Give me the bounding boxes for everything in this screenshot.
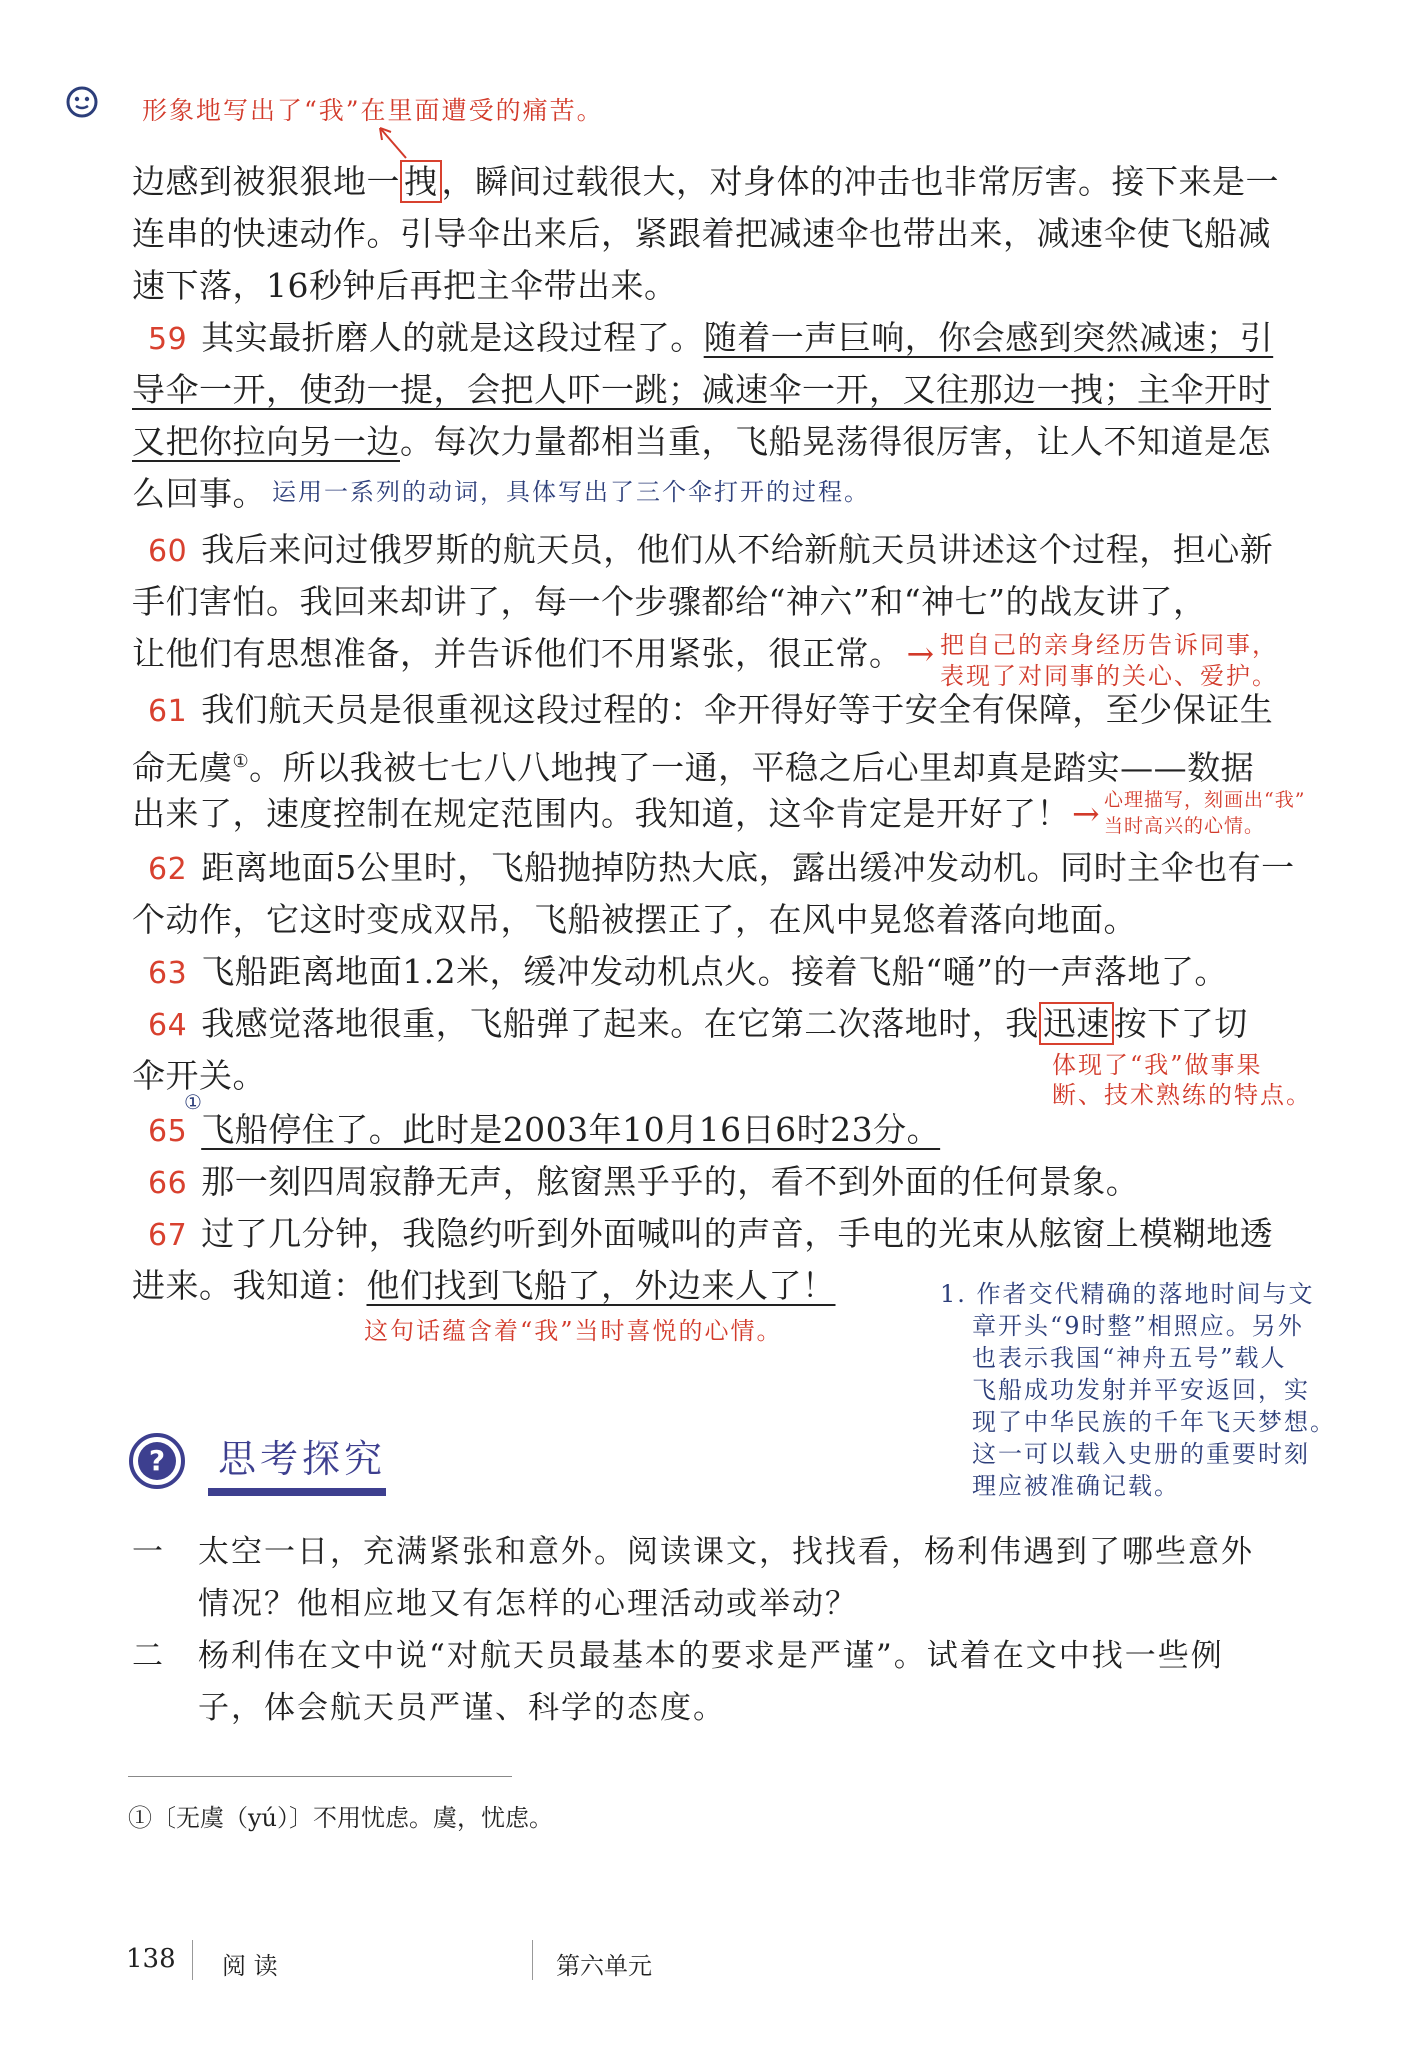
- svg-text:?: ?: [148, 1444, 166, 1477]
- paragraph-66: [148, 1162, 1139, 1204]
- paragraph-67: [148, 1214, 1273, 1256]
- underlined-text: 他们找到飞船了，外边来人了！: [366, 1266, 836, 1305]
- paragraph-62: [148, 848, 1295, 890]
- footer-unit: 第六单元: [556, 1952, 652, 1980]
- text: 距离地面5公里时，飞船抛掉防热大底，露出缓冲发动机。同时主伞也有一: [201, 848, 1295, 887]
- paragraph-number: 65: [148, 1114, 188, 1149]
- boxed-word: 拽: [400, 160, 442, 203]
- text-line: [132, 1266, 836, 1306]
- paragraph-number: 60: [148, 534, 188, 569]
- text: ，瞬间过载很大，对身体的冲击也非常厉害。接下来是一: [441, 162, 1279, 201]
- footnote-divider: [128, 1776, 512, 1777]
- question-circle-icon: [128, 1432, 186, 1490]
- text-line: [132, 742, 1254, 788]
- underlined-text: 又把你拉向另一边: [132, 422, 400, 461]
- side-note-line: 1. 作者交代精确的落地时间与文: [940, 1280, 1315, 1308]
- paragraph-number: 62: [148, 852, 188, 887]
- arrow-right-icon: →: [1072, 794, 1101, 833]
- text-line: 么回事。: [132, 474, 266, 513]
- text-line: 子，体会航天员严谨、科学的态度。: [198, 1690, 726, 1726]
- section-title-bar: [208, 1488, 386, 1496]
- footer-divider: [192, 1940, 193, 1980]
- text: 其实最折磨人的就是这段过程了。: [201, 318, 704, 357]
- text-line: 情况？他相应地又有怎样的心理活动或举动？: [198, 1586, 858, 1622]
- underlined-text: 飞船停住了。此时是2003年10月16日6时23分。: [201, 1110, 941, 1149]
- paragraph-64: [148, 1004, 1248, 1046]
- side-note-line: 这一可以载入史册的重要时刻: [972, 1440, 1310, 1468]
- annotation-top: 形象地写出了“我”在里面遭受的痛苦。: [142, 96, 604, 125]
- text: 我后来问过俄罗斯的航天员，他们从不给新航天员讲述这个过程，担心新: [201, 530, 1274, 569]
- text-line: [132, 422, 1271, 462]
- text-line: 伞开关。: [132, 1056, 266, 1095]
- paragraph-number: 63: [148, 956, 188, 991]
- paragraph-number: 61: [148, 694, 188, 729]
- arrow-right-icon: →: [906, 634, 935, 673]
- paragraph-65: [148, 1110, 940, 1152]
- text: 边感到被狠狠地一: [132, 162, 400, 201]
- annotation-59: 运用一系列的动词，具体写出了三个伞打开的过程。: [272, 478, 870, 506]
- smiley-icon: [66, 86, 98, 118]
- annotation-64-line2: 断、技术熟练的特点。: [1052, 1081, 1312, 1109]
- footnote-marker: ①: [232, 751, 250, 772]
- question-2: [132, 1630, 1224, 1682]
- annotation-marker-1: ①: [184, 1090, 202, 1114]
- text-line: [132, 794, 1100, 834]
- paragraph-59: [148, 318, 1273, 360]
- text: 杨利伟在文中说“对航天员最基本的要求是严谨”。试着在文中找一些例: [198, 1638, 1224, 1674]
- paragraph-61: [148, 690, 1273, 732]
- annotation-61-line2: 当时高兴的心情。: [1104, 815, 1265, 837]
- text-line: [132, 370, 1271, 410]
- text: 出来了，速度控制在规定范围内。我知道，这伞肯定是开好了！: [132, 794, 1070, 833]
- annotation-64-line1: 体现了“我”做事果: [1052, 1051, 1263, 1079]
- text: 命无虞: [132, 748, 233, 787]
- annotation-60-line2: 表现了对同事的关心、爱护。: [940, 662, 1278, 690]
- paragraph-number: 66: [148, 1166, 188, 1201]
- paragraph-number: 67: [148, 1218, 188, 1253]
- side-note-line: 理应被准确记载。: [972, 1472, 1180, 1500]
- annotation-67: 这句话蕴含着“我”当时喜悦的心情。: [364, 1317, 783, 1345]
- question-number: 二: [132, 1638, 165, 1674]
- text: 我感觉落地很重，飞船弹了起来。在它第二次落地时，我: [201, 1004, 1039, 1043]
- question-1: [132, 1526, 1254, 1578]
- text: 过了几分钟，我隐约听到外面喊叫的声音，手电的光束从舷窗上模糊地透: [201, 1214, 1274, 1253]
- paragraph-63: [148, 952, 1228, 994]
- text: 我们航天员是很重视这段过程的：伞开得好等于安全有保障，至少保证生: [201, 690, 1274, 729]
- text: 那一刻四周寂静无声，舷窗黑乎乎的，看不到外面的任何景象。: [201, 1162, 1140, 1201]
- paragraph-number: 64: [148, 1008, 188, 1043]
- side-note: [940, 1278, 1336, 1502]
- text: 让他们有思想准备，并告诉他们不用紧张，很正常。: [132, 634, 903, 673]
- text-line: 连串的快速动作。引导伞出来后，紧跟着把减速伞也带出来，减速伞使飞船减: [132, 214, 1271, 253]
- text: 进来。我知道：: [132, 1266, 367, 1305]
- footer-section: 阅 读: [222, 1952, 278, 1980]
- text: 。每次力量都相当重，飞船晃荡得很厉害，让人不知道是怎: [400, 422, 1271, 461]
- section-title: 思考探究: [218, 1437, 387, 1481]
- text: 。所以我被七七八八地拽了一通，平稳之后心里却真是踏实——数据: [249, 748, 1255, 787]
- footer-divider: [532, 1940, 533, 1980]
- annotation-60-line1: 把自己的亲身经历告诉同事，: [940, 631, 1278, 659]
- boxed-word: 迅速: [1039, 1002, 1114, 1045]
- annotation-arrow-icon: [372, 122, 412, 162]
- paragraph-number: 59: [148, 322, 188, 357]
- annotation-61-line1: 心理描写，刻画出“我”: [1104, 789, 1306, 811]
- text: 太空一日，充满紧张和意外。阅读课文，找找看，杨利伟遇到了哪些意外: [198, 1534, 1254, 1570]
- text-line: [132, 162, 1279, 202]
- side-note-line: 飞船成功发射并平安返回，实: [972, 1376, 1310, 1404]
- underlined-text: 随着一声巨响，你会感到突然减速；引: [703, 318, 1274, 357]
- text-line: 手们害怕。我回来却讲了，每一个步骤都给“神六”和“神七”的战友讲了，: [132, 582, 1207, 621]
- text: 按下了切: [1113, 1004, 1248, 1043]
- text-line: 个动作，它这时变成双吊，飞船被摆正了，在风中晃悠着落向地面。: [132, 900, 1137, 939]
- question-number: 一: [132, 1534, 165, 1570]
- paragraph-60: [148, 530, 1273, 572]
- underlined-text: 导伞一开，使劲一提，会把人吓一跳；减速伞一开，又往那边一拽；主伞开时: [132, 370, 1271, 409]
- text: 飞船距离地面1.2米，缓冲发动机点火。接着飞船“嗵”的一声落地了。: [201, 952, 1228, 991]
- side-note-line: 现了中华民族的千年飞天梦想。: [972, 1408, 1336, 1436]
- text-line: [132, 634, 935, 674]
- text-line: 速下落，16秒钟后再把主伞带出来。: [132, 266, 678, 305]
- footnote: ①〔无虞（yú）〕不用忧虑。虞，忧虑。: [128, 1804, 554, 1832]
- side-note-line: 也表示我国“神舟五号”载人: [972, 1344, 1287, 1372]
- side-note-line: 章开头“9时整”相照应。另外: [972, 1312, 1304, 1340]
- page-number: 138: [126, 1944, 176, 1974]
